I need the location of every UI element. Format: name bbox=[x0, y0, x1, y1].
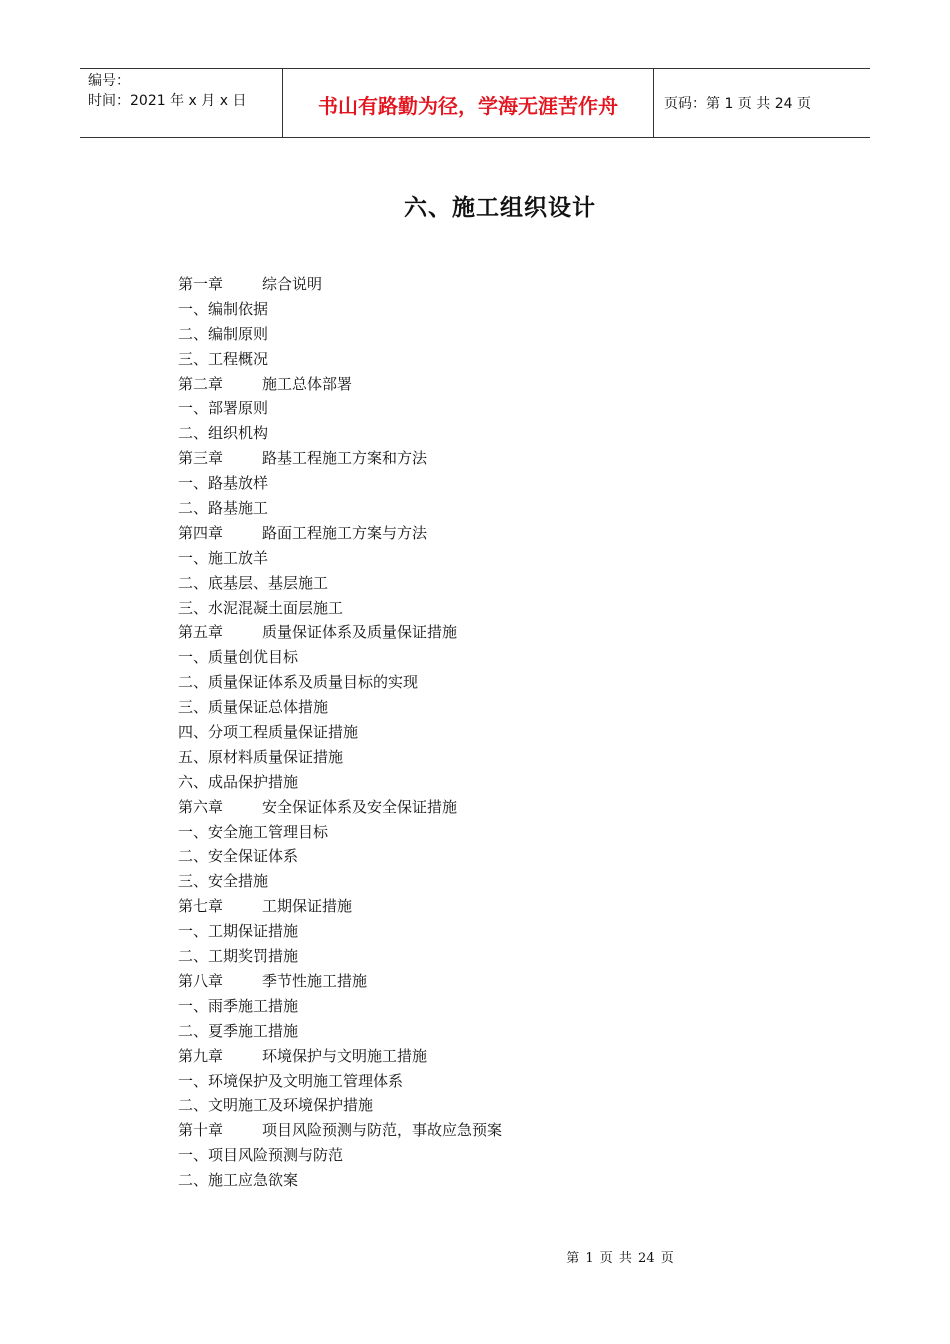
toc-entry-text: 三、安全措施 bbox=[178, 872, 269, 891]
toc-section-entry bbox=[178, 919, 502, 944]
toc-chapter-entry bbox=[178, 272, 502, 297]
toc-entry-text: 路基工程施工方案和方法 bbox=[262, 449, 428, 468]
toc-entry-text: 一、环境保护及文明施工管理体系 bbox=[178, 1071, 404, 1090]
toc-section-entry bbox=[178, 994, 502, 1019]
toc-entry-text: 质量保证体系及质量保证措施 bbox=[262, 623, 458, 642]
page-footer: 第 1 页 共 24 页 bbox=[566, 1251, 674, 1266]
toc-section-entry bbox=[178, 720, 502, 745]
toc-section-entry bbox=[178, 745, 502, 770]
toc-chapter-number: 第四章 bbox=[178, 523, 224, 542]
toc-section-entry bbox=[178, 596, 502, 621]
toc-entry-text: 施工总体部署 bbox=[262, 374, 353, 393]
toc-entry-text: 二、安全保证体系 bbox=[178, 847, 299, 866]
toc-section-entry bbox=[178, 1093, 502, 1118]
toc-section-entry bbox=[178, 396, 502, 421]
toc-chapter-entry bbox=[178, 894, 502, 919]
toc-entry-text: 一、工期保证措施 bbox=[178, 922, 299, 941]
toc-entry-text: 一、施工放羊 bbox=[178, 548, 269, 567]
toc-entry-text: 六、成品保护措施 bbox=[178, 772, 299, 791]
toc-chapter-number: 第五章 bbox=[178, 623, 224, 642]
toc-entry-text: 五、原材料质量保证措施 bbox=[178, 747, 344, 766]
toc-entry-text: 三、工程概况 bbox=[178, 349, 269, 368]
page-title: 六、施工组织设计 bbox=[404, 195, 596, 221]
toc-section-entry bbox=[178, 869, 502, 894]
toc-section-entry bbox=[178, 421, 502, 446]
toc-section-entry bbox=[178, 471, 502, 496]
toc-entry-text: 一、路基放样 bbox=[178, 474, 269, 493]
toc-chapter-number: 第二章 bbox=[178, 374, 224, 393]
toc-entry-text: 二、质量保证体系及质量目标的实现 bbox=[178, 673, 419, 692]
document-number-label: 编号： bbox=[88, 73, 130, 89]
toc-chapter-entry bbox=[178, 969, 502, 994]
header-left-cell bbox=[80, 69, 282, 137]
document-date: 时间：2021 年 x 月 x 日 bbox=[88, 93, 247, 109]
toc-entry-text: 一、雨季施工措施 bbox=[178, 996, 299, 1015]
toc-section-entry bbox=[178, 1143, 502, 1168]
toc-chapter-number: 第十章 bbox=[178, 1121, 224, 1140]
table-of-contents bbox=[178, 272, 502, 1193]
toc-section-entry bbox=[178, 645, 502, 670]
toc-section-entry bbox=[178, 944, 502, 969]
toc-entry-text: 一、质量创优目标 bbox=[178, 648, 299, 667]
toc-entry-text: 三、水泥混凝土面层施工 bbox=[178, 598, 344, 617]
toc-entry-text: 四、分项工程质量保证措施 bbox=[178, 723, 359, 742]
toc-entry-text: 二、施工应急欲案 bbox=[178, 1171, 299, 1190]
toc-chapter-number: 第三章 bbox=[178, 449, 224, 468]
toc-section-entry bbox=[178, 347, 502, 372]
toc-section-entry bbox=[178, 695, 502, 720]
toc-entry-text: 季节性施工措施 bbox=[262, 971, 368, 990]
toc-chapter-entry bbox=[178, 795, 502, 820]
toc-entry-text: 一、安全施工管理目标 bbox=[178, 822, 329, 841]
toc-entry-text: 二、路基施工 bbox=[178, 499, 269, 518]
toc-entry-text: 三、质量保证总体措施 bbox=[178, 698, 329, 717]
toc-section-entry bbox=[178, 322, 502, 347]
toc-entry-text: 二、编制原则 bbox=[178, 324, 269, 343]
toc-entry-text: 路面工程施工方案与方法 bbox=[262, 523, 428, 542]
toc-section-entry bbox=[178, 571, 502, 596]
header-motto: 书山有路勤为径，学海无涯苦作舟 bbox=[282, 69, 654, 137]
toc-entry-text: 二、底基层、基层施工 bbox=[178, 573, 329, 592]
toc-entry-text: 项目风险预测与防范，事故应急预案 bbox=[262, 1121, 503, 1140]
toc-entry-text: 工期保证措施 bbox=[262, 897, 353, 916]
toc-entry-text: 二、夏季施工措施 bbox=[178, 1021, 299, 1040]
toc-section-entry bbox=[178, 820, 502, 845]
toc-section-entry bbox=[178, 1069, 502, 1094]
toc-entry-text: 二、工期奖罚措施 bbox=[178, 947, 299, 966]
toc-chapter-entry bbox=[178, 1044, 502, 1069]
toc-chapter-entry bbox=[178, 521, 502, 546]
toc-entry-text: 一、部署原则 bbox=[178, 399, 269, 418]
toc-entry-text: 二、文明施工及环境保护措施 bbox=[178, 1096, 374, 1115]
toc-section-entry bbox=[178, 496, 502, 521]
toc-chapter-number: 第一章 bbox=[178, 275, 224, 293]
toc-chapter-entry bbox=[178, 620, 502, 645]
toc-chapter-number: 第六章 bbox=[178, 797, 224, 816]
toc-entry-text: 一、项目风险预测与防范 bbox=[178, 1146, 344, 1165]
toc-chapter-number: 第九章 bbox=[178, 1046, 224, 1065]
toc-entry-text: 二、组织机构 bbox=[178, 424, 269, 443]
toc-section-entry bbox=[178, 546, 502, 571]
toc-section-entry bbox=[178, 670, 502, 695]
header-page-info: 页码：第 1 页 共 24 页 bbox=[664, 96, 811, 112]
toc-section-entry bbox=[178, 770, 502, 795]
toc-entry-text: 综合说明 bbox=[262, 275, 323, 293]
toc-section-entry bbox=[178, 844, 502, 869]
toc-chapter-entry bbox=[178, 1118, 502, 1143]
toc-entry-text: 环境保护与文明施工措施 bbox=[262, 1046, 428, 1065]
page-header bbox=[80, 68, 870, 138]
toc-entry-text: 安全保证体系及安全保证措施 bbox=[262, 797, 458, 816]
toc-section-entry bbox=[178, 1168, 502, 1193]
toc-chapter-entry bbox=[178, 372, 502, 397]
toc-entry-text: 一、编制依据 bbox=[178, 299, 269, 318]
toc-chapter-number: 第八章 bbox=[178, 971, 224, 990]
toc-chapter-entry bbox=[178, 446, 502, 471]
toc-section-entry bbox=[178, 297, 502, 322]
toc-section-entry bbox=[178, 1019, 502, 1044]
toc-chapter-number: 第七章 bbox=[178, 897, 224, 916]
